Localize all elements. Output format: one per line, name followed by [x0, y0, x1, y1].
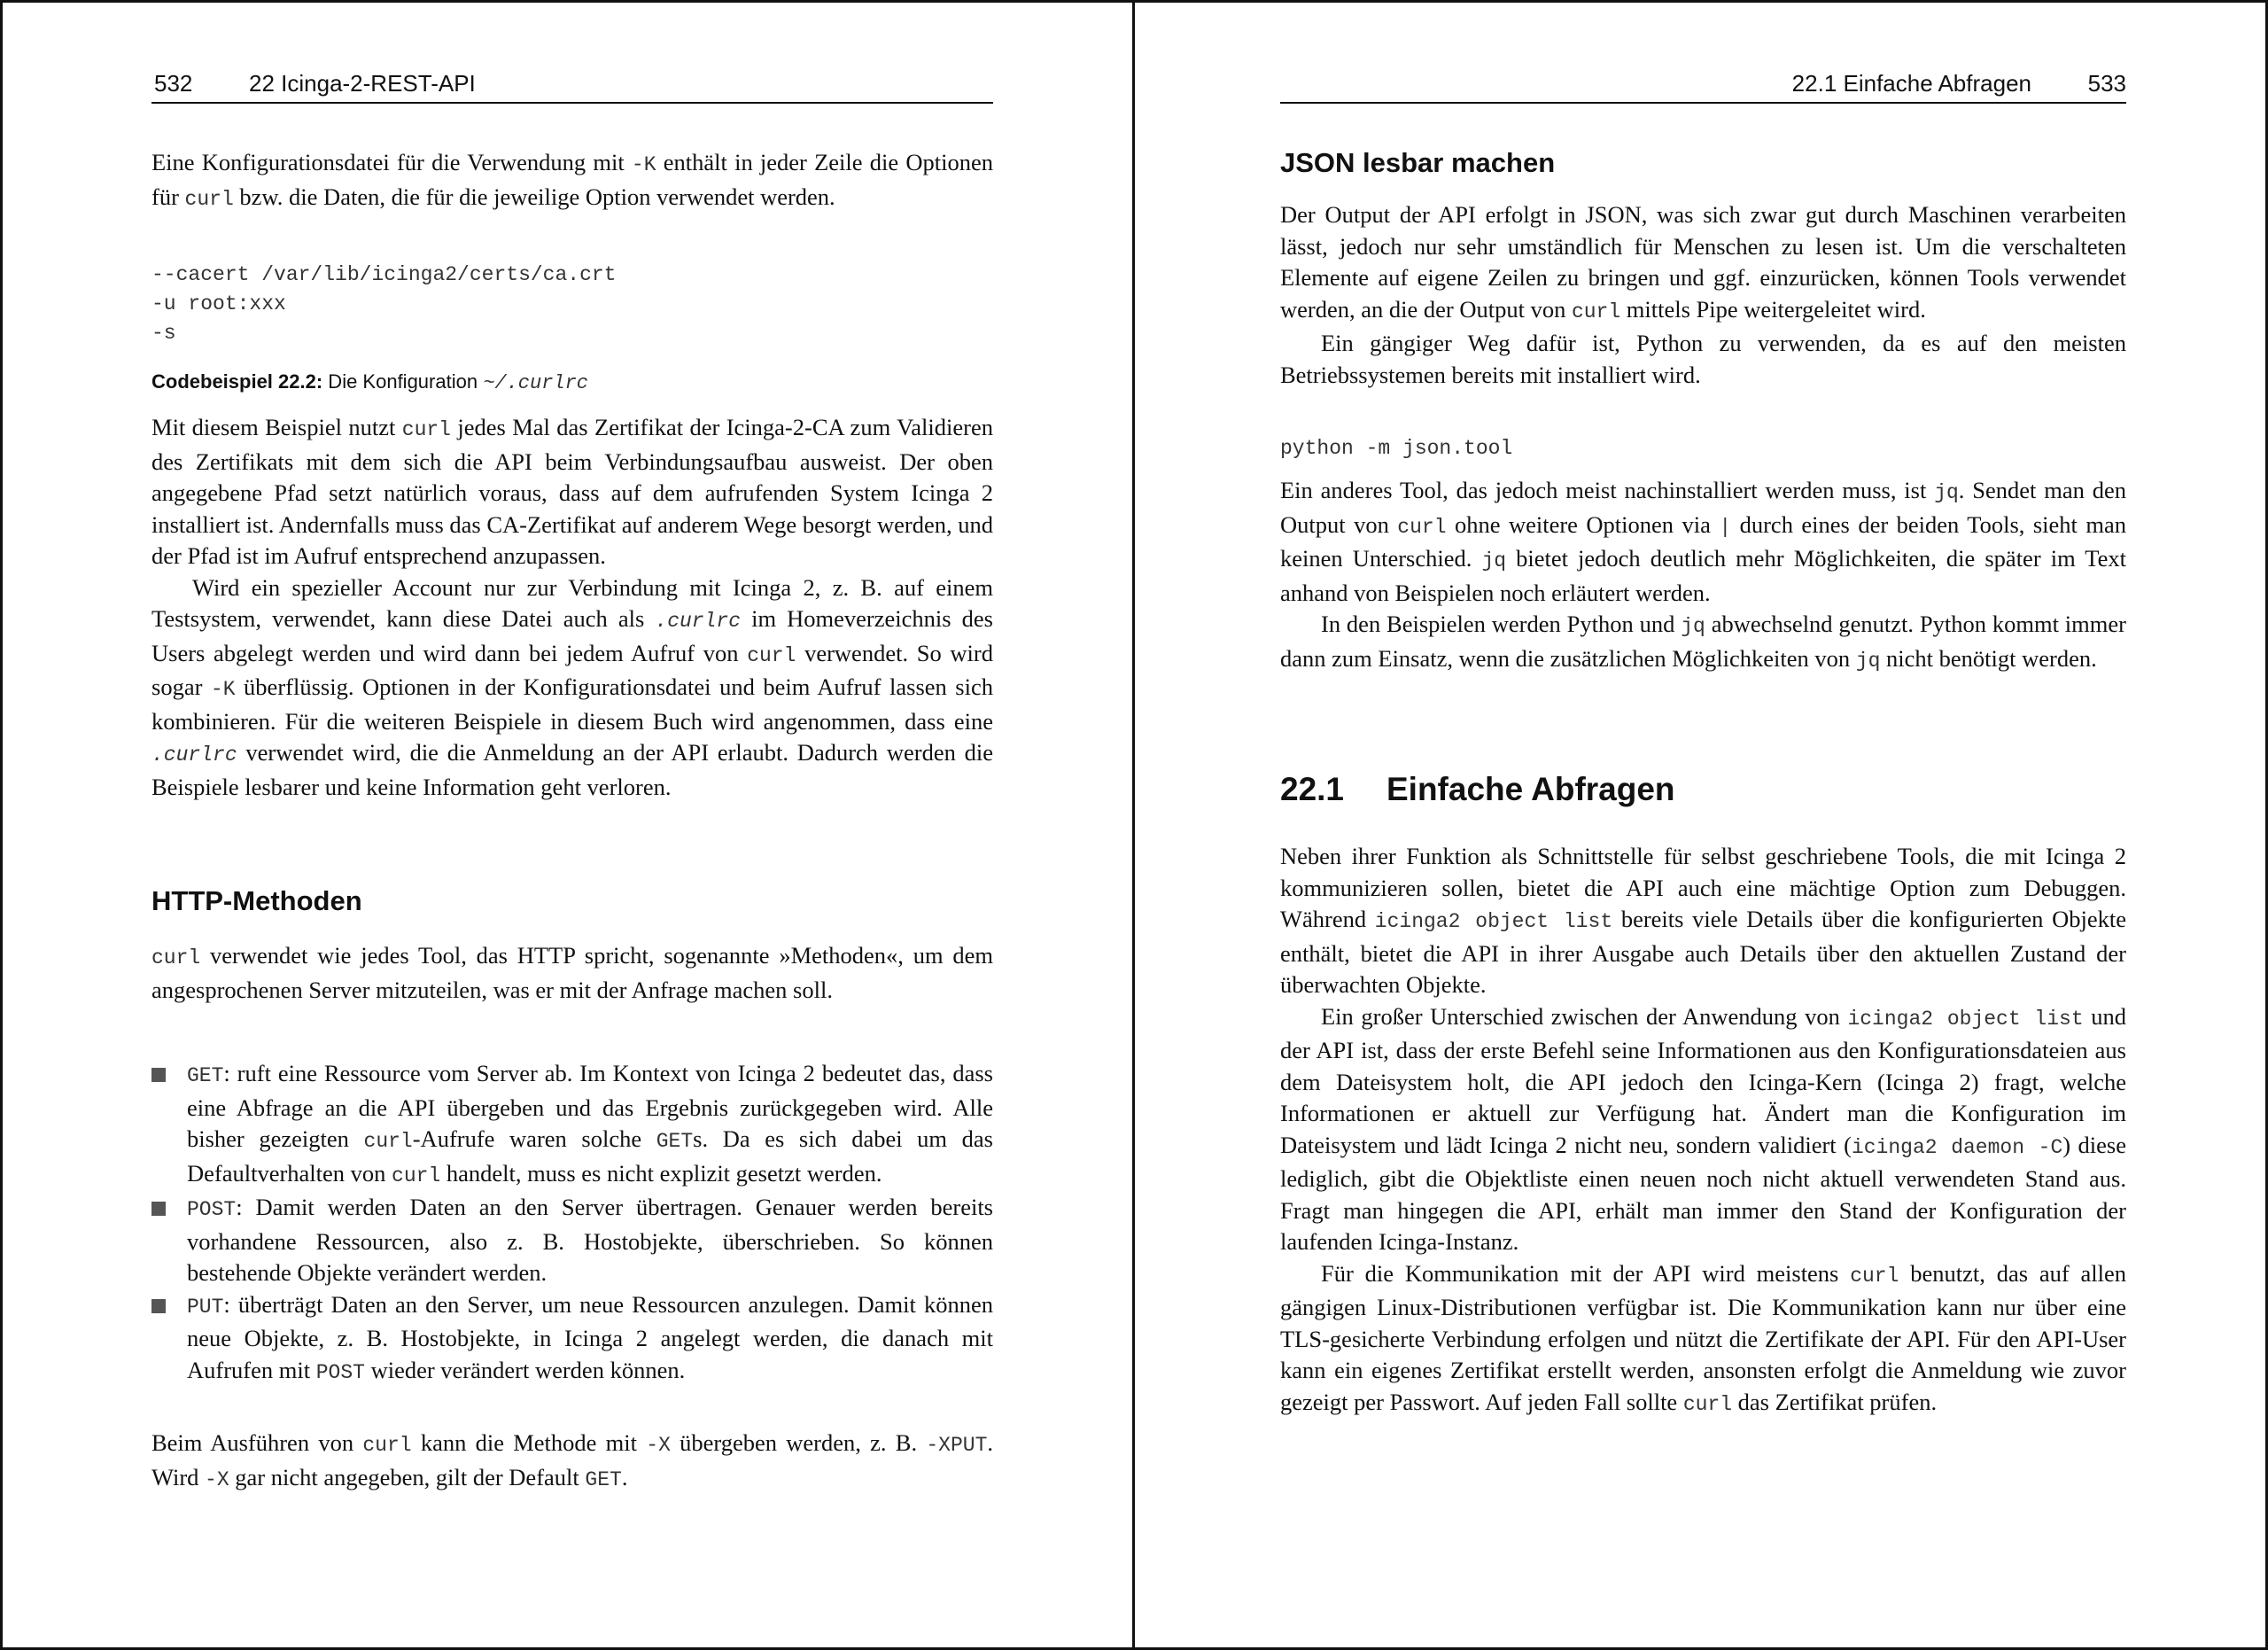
code-line: -s	[151, 322, 176, 345]
paragraph: In den Beispielen werden Python und jq abwechselnd genutzt. Python kommt immer dann zum Einsatz, wenn die zusätzlichen Möglichkeiten von jq nicht benötigt werden.	[1280, 611, 2126, 673]
paragraph: Ein anderes Tool, das jedoch meist nachinstalliert werden muss, ist jq. Sendet man den Output von curl ohne weitere Optionen via | durch eines der beiden Tools, sieht man keinen Unterschied. jq bietet jedoch deutlich mehr Möglichkeiten, die später im Text anhand von Beispielen noch erläutert werden.	[1280, 477, 2126, 606]
paragraph: Ein großer Unterschied zwischen der Anwendung von icinga2 object list und der API ist, dass der erste Befehl seine Informationen aus den Konfigurationsdateien aus dem Dateisystem holt, die API jedoch den Icinga-Kern (Icinga 2) fragt, welche Informationen er aktuell zur Verfügung hat. Ändert man die Konfiguration im Dateisystem und lädt Icinga 2 nicht neu, sondern validiert (icinga2 daemon -C) diese lediglich, gibt die Objektliste einen neuen noch nicht aktuell verwendeten Stand aus. Fragt man hingegen die API, erhält man immer den Stand der Konfiguration der laufenden Icinga-Instanz.	[1280, 1002, 2127, 1255]
code-line: -u root:xxx	[151, 292, 286, 315]
section-heading-wrap	[1280, 771, 2126, 807]
code-caption: Codebeispiel 22.2: Die Konfiguration ~/.curlrc	[151, 370, 589, 394]
paragraph: curl verwendet wie jedes Tool, das HTTP spricht, sogenannte »Methoden«, um dem angesprochenen Server mitzuteilen, was er mit der Anfrage machen soll.	[151, 942, 993, 1003]
section-heading	[1280, 771, 2126, 807]
subsection-heading: JSON lesbar machen	[1280, 147, 1556, 178]
page-number: 533	[2087, 70, 2126, 97]
section-number: 22.1	[1280, 771, 1345, 807]
code-listing	[151, 261, 993, 348]
subsection-heading-wrap	[1280, 147, 2126, 179]
list-item: POST: Damit werden Daten an den Server übertragen. Genauer werden bereits vorhandene Ressourcen, also z. B. Hostobjekte, überschrieben. So können bestehende Objekte verändert werden.	[151, 1192, 993, 1289]
paragraph: Neben ihrer Funktion als Schnittstelle für selbst geschriebene Tools, die mit Icinga 2 kommunizieren sollen, bietet die API auch eine mächtige Option zum Debuggen. Während icinga2 object list bereits viele Details über die konfigurierten Objekte enthält, bietet die API in ihrer Ausgabe auch Details über den aktuellen Zustand der überwachten Objekte.	[1280, 843, 2126, 998]
code-line: python -m json.tool	[1280, 437, 1513, 460]
running-head	[1280, 68, 2126, 104]
paragraph-block	[151, 940, 993, 1006]
paragraph-block	[151, 1428, 993, 1496]
paragraph: Eine Konfigurationsdatei für die Verwendung mit -K enthält in jeder Zeile die Optionen für curl bzw. die Daten, die für die jeweilige Option verwendet werden.	[151, 149, 993, 211]
bullet-square-icon	[151, 1068, 166, 1082]
list-item: PUT: überträgt Daten an den Server, um neue Ressourcen anzulegen. Damit können neue Objekte, z. B. Hostobjekte, in Icinga 2 angelegt werden, die danach mit Aufrufen mit POST wieder verändert werden können.	[151, 1289, 993, 1389]
section-running-title: 22.1 Einfache Abfragen	[1791, 70, 2031, 97]
paragraph: Mit diesem Beispiel nutzt curl jedes Mal das Zertifikat der Icinga-2-CA zum Validieren des Zertifikats mit dem sich die API beim Verbindungsaufbau ausweist. Der oben angegebene Pfad setzt natürlich voraus, dass auf dem aufrufenden System Icinga 2 installiert ist. Andernfalls muss das CA-Zertifikat auf anderem Wege besorgt werden, und der Pfad ist im Aufruf entsprechend anzupassen.	[151, 414, 993, 569]
right-page	[1132, 0, 2268, 1650]
running-head	[151, 68, 993, 104]
subsection-heading-wrap	[151, 885, 993, 917]
section-title: Einfache Abfragen	[1386, 771, 1675, 807]
paragraph: Für die Kommunikation mit der API wird meistens curl benutzt, das auf allen gängigen Linux-Distributionen verfügbar ist. Die Kommunikation kann nur über eine TLS-gesicherte Verbindung erfolgen und nützt die Zertifikate der API. Für den API-User kann ein eigenes Zertifikat erstellt werden, ansonsten erfolgt die Anmeldung wie zuvor gezeigt per Passwort. Auf jeden Fall sollte curl das Zertifikat prüfen.	[1280, 1259, 2126, 1416]
page-number: 532	[154, 70, 193, 97]
list-item: GET: ruft eine Ressource vom Server ab. Im Kontext von Icinga 2 bedeutet das, dass eine Abfrage an die API übergeben und das Ergebnis zurückgegeben wird. Alle bisher gezeigten curl-Aufrufe waren solche GETs. Da es sich dabei um das Defaultverhalten von curl handelt, muss es nicht explizit gesetzt werden.	[151, 1058, 993, 1192]
code-listing	[1280, 434, 2126, 463]
caption-label: Codebeispiel 22.2:	[151, 370, 323, 393]
intro-paragraph-block	[151, 147, 993, 215]
bullet-square-icon	[151, 1202, 166, 1216]
paragraph: Der Output der API erfolgt in JSON, was sich zwar gut durch Maschinen verarbeiten lässt, jedoch nur sehr umständlich für Menschen zu lesen ist. Um die verschalteten Elemente auf eigene Zeilen zu bringen und ggf. einzurücken, können Tools verwendet werden, an die der Output von curl mittels Pipe weitergeleitet wird.	[1280, 201, 2126, 323]
code-line: --cacert /var/lib/icinga2/certs/ca.crt	[151, 263, 617, 286]
method-list	[151, 1058, 993, 1389]
paragraph-block	[1280, 199, 2126, 391]
subsection-heading: HTTP-Methoden	[151, 885, 362, 916]
chapter-title: 22 Icinga-2-REST-API	[249, 70, 476, 97]
paragraph-block	[1280, 841, 2126, 1420]
paragraph: Ein gängiger Weg dafür ist, Python zu verwenden, da es auf den meisten Betriebssystemen bereits mit installiert wird.	[1280, 330, 2126, 388]
paragraph: Beim Ausführen von curl kann die Methode mit -X übergeben werden, z. B. -XPUT. Wird -X gar nicht angegeben, gilt der Default GET.	[151, 1429, 993, 1491]
bullet-square-icon	[151, 1299, 166, 1313]
paragraph-block	[151, 412, 993, 803]
paragraph: Wird ein spezieller Account nur zur Verbindung mit Icinga 2, z. B. auf einem Testsystem, verwendet, kann diese Datei auch als .curlrc im Homeverzeichnis des Users abgelegt werden und wird dann bei jedem Aufruf von curl verwendet. So wird sogar -K überflüssig. Optionen in der Konfigurationsdatei und beim Aufruf lassen sich kombinieren. Für die weiteren Beispiele in diesem Buch wird angenommen, dass eine .curlrc verwendet wird, die die Anmeldung an der API erlaubt. Dadurch werden die Beispiele lesbarer und keine Information geht verloren.	[151, 573, 993, 800]
paragraph-block	[1280, 475, 2126, 677]
